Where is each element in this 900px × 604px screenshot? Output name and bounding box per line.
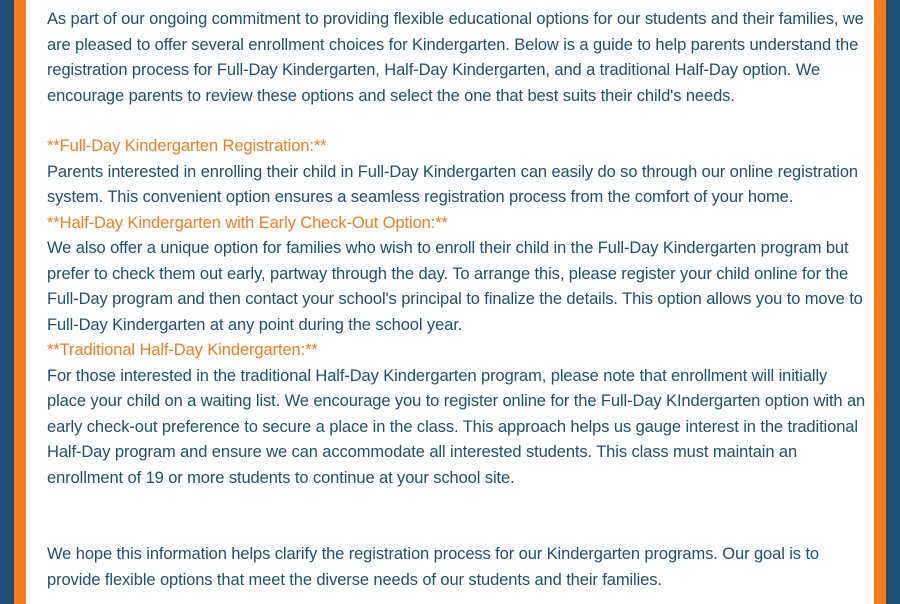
closing-paragraph: We hope this information helps clarify the registration process for our Kindergarten programs. Our goal is to provide flexible options that meet the diverse needs of our students and their families. (47, 545, 820, 589)
section-body-traditional-half-day: For those interested in the traditional Half-Day Kindergarten program, please note that enrollment will initially place your child on a waiting list. We encourage you to register online for the Full-Day KIndergarten option with an early check-out preference to secure a place in the class. This approach helps us gauge interest in the traditional Half-Day program and ensure we can accommodate all interested students. This class must maintain an enrollment of 19 or more students to continue at your school site. (47, 366, 866, 487)
section-heading-full-day: **Full-Day Kindergarten Registration:** (47, 137, 327, 155)
section-heading-traditional-half-day: **Traditional Half-Day Kindergarten:** (47, 341, 318, 359)
page-body (26, 0, 874, 604)
spacer (47, 109, 867, 134)
left-orange-border (14, 0, 26, 604)
document-content (47, 7, 867, 593)
section-heading-half-day-early-checkout: **Half-Day Kindergarten with Early Check-Out Option:** (47, 213, 448, 232)
intro-paragraph: As part of our ongoing commitment to providing flexible educational options for our students and their families, we are pleased to offer several enrollment choices for Kindergarten. Below is a guide to help parents understand the registration process for Full-Day Kindergarten, Half-Day Kindergarten, and a traditional Half-Day option. We encourage parents to review these options and select the one that best suits their child's needs. (47, 10, 864, 105)
right-orange-border (874, 0, 886, 604)
section-body-full-day: Parents interested in enrolling their child in Full-Day Kindergarten can easily do so through our online registration system. This convenient option ensures a seamless registration process from the comfort of your home. (47, 162, 859, 206)
section-body-half-day-early-checkout: We also offer a unique option for families who wish to enroll their child in the Full-Day Kindergarten program but prefer to check them out early, partway through the day. To arrange this, please register your child online for the Full-Day program and then contact your school's principal to finalize the details. This option allows you to move to Full-Day Kindergarten at any point during the school year. (47, 239, 863, 334)
spacer (47, 491, 867, 542)
